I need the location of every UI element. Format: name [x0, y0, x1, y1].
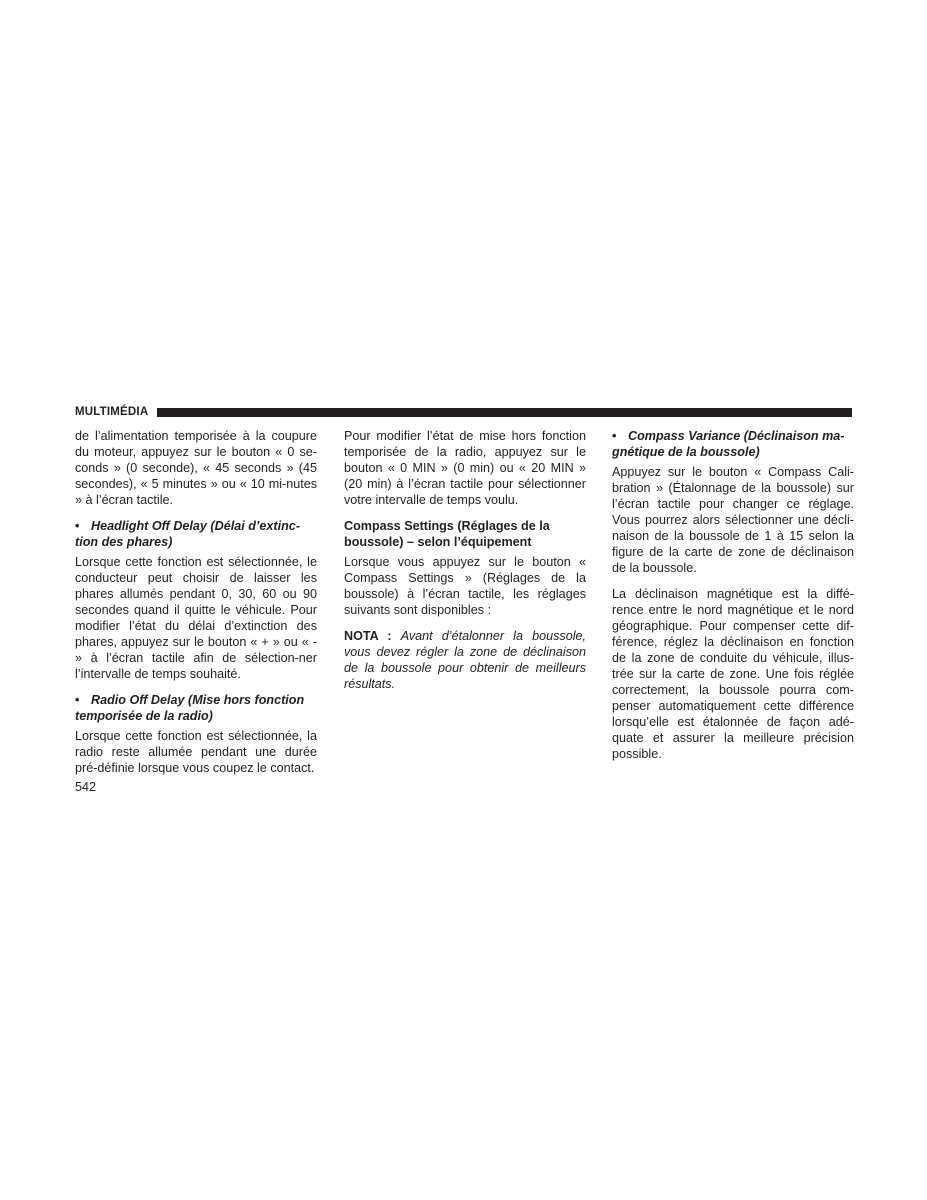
paragraph: La déclinaison magnétique est la diffé-rence entre le nord magnétique et le nord géographique. Pour compenser cette dif-férence, réglez la déclinaison en fonction de la zone de conduite du véhicule, illus-trée sur la carte de zone. Une fois réglée correctement, la boussole pourra com-penser automatiquement cette différence lorsqu’elle est étalonnée de façon adé-quate et assurer la meilleure précision possible. — [612, 587, 854, 761]
bullet-heading-text: Radio Off Delay (Mise hors fonction temporisée de la radio) — [75, 693, 305, 723]
bullet-heading-text: Compass Variance (Déclinaison ma-gnétique de la boussole) — [612, 429, 845, 459]
section-header — [75, 405, 852, 419]
column-left — [75, 428, 317, 786]
bullet-icon: • — [75, 519, 80, 533]
bullet-heading-radio-off-delay — [75, 692, 317, 724]
note — [344, 628, 586, 692]
column-right — [612, 428, 854, 772]
bullet-icon: • — [612, 429, 617, 443]
note-text: Avant d’étalonner la boussole, vous devez régler la zone de déclinaison de la boussole pour obtenir de meilleurs résultats. — [344, 629, 586, 691]
column-middle — [344, 428, 586, 702]
bullet-heading-headlight-off-delay — [75, 518, 317, 550]
paragraph: Lorsque vous appuyez sur le bouton « Compass Settings » (Réglages de la boussole) à l’écran tactile, les réglages suivants sont disponibles : — [344, 555, 586, 617]
header-rule — [157, 408, 852, 417]
bullet-heading-compass-variance — [612, 428, 854, 460]
heading-compass-settings: Compass Settings (Réglages de la boussole) – selon l’équipement — [344, 519, 550, 549]
bullet-icon: • — [75, 693, 80, 707]
paragraph: de l’alimentation temporisée à la coupure du moteur, appuyez sur le bouton « 0 se-conds » (0 seconde), « 45 seconds » (45 secondes), « 5 minutes » ou « 10 mi-nutes » à l’écran tactile. — [75, 429, 317, 507]
bullet-heading-text: Headlight Off Delay (Délai d’extinc-tion des phares) — [75, 519, 301, 549]
page-number: 542 — [75, 780, 97, 794]
paragraph: Appuyez sur le bouton « Compass Cali-bration » (Étalonnage de la boussole) sur l’écran tactile pour changer ce réglage. Vous pourrez alors sélectionner une décli-naison de la boussole de 1 à 15 selon la figure de la carte de zone de déclinaison de la boussole. — [612, 465, 854, 575]
paragraph: Lorsque cette fonction est sélectionnée, la radio reste allumée pendant une durée pré-définie lorsque vous coupez le contact. — [75, 729, 317, 775]
paragraph: Lorsque cette fonction est sélectionnée, le conducteur peut choisir de laisser les phares allumés pendant 0, 30, 60 ou 90 secondes quand il quitte le véhicule. Pour modifier l’état du délai d’extinction des phares, appuyez sur le bouton « + » ou « - » à l’écran tactile afin de sélection-ner l’intervalle de temps souhaité. — [75, 555, 317, 681]
paragraph: Pour modifier l’état de mise hors fonction temporisée de la radio, appuyez sur le bouton « 0 MIN » (0 min) ou « 20 MIN » (20 min) à l’écran tactile pour sélectionner votre intervalle de temps voulu. — [344, 429, 586, 507]
section-title: MULTIMÉDIA — [75, 406, 149, 418]
note-label: NOTA : — [344, 629, 392, 643]
